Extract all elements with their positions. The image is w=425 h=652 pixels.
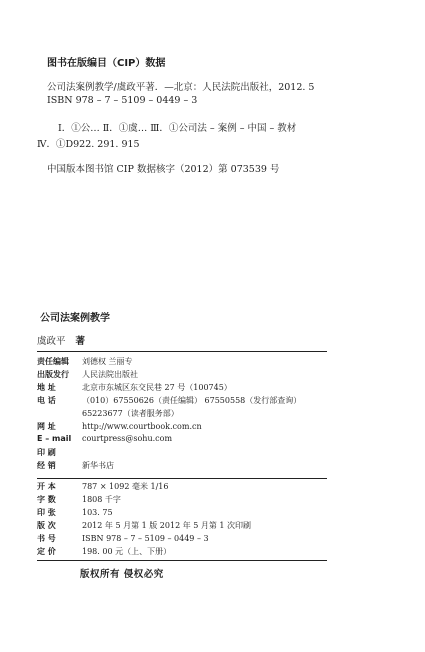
- cip-isbn: ISBN 978 – 7 – 5109 – 0449 – 3: [47, 95, 198, 106]
- cip-classification: Ⅳ．①D922. 291. 915: [37, 139, 140, 150]
- edition-row: [37, 481, 168, 492]
- row-value: courtpress@sohu.com: [82, 434, 173, 443]
- row-value: http://www.courtbook.com.cn: [82, 422, 202, 431]
- row-label: 出版发行: [37, 370, 69, 379]
- row-label: 印 刷: [37, 448, 56, 457]
- rule-top: [37, 351, 327, 352]
- row-label: 印 张: [37, 508, 56, 517]
- row-label: E – mail: [37, 434, 72, 443]
- publisher-row: [37, 382, 232, 393]
- row-label: 责任编辑: [37, 357, 69, 366]
- cip-citation: 公司法案例教学/虞政平著．—北京：人民法院出版社，2012. 5: [47, 82, 315, 93]
- edition-row: [37, 520, 251, 531]
- publisher-row: [37, 369, 138, 380]
- row-label: 开 本: [37, 482, 56, 491]
- row-label: 经 销: [37, 461, 56, 470]
- rule-bottom: [37, 560, 327, 561]
- copyright-notice: 版权所有 侵权必究: [80, 569, 164, 580]
- row-value: 787 × 1092 毫米 1/16: [82, 482, 169, 491]
- row-label: 字 数: [37, 495, 56, 504]
- row-value: 65223677（读者服务部）: [82, 409, 179, 418]
- row-label: 电 话: [37, 396, 56, 405]
- row-label: 版 次: [37, 521, 56, 530]
- publisher-row: [37, 421, 202, 432]
- edition-row: [37, 533, 209, 544]
- publisher-row: [37, 356, 133, 367]
- author-name: 虞政平: [37, 336, 66, 347]
- book-author: [37, 333, 85, 347]
- cip-title: 图书在版编目（CIP）数据: [47, 58, 166, 69]
- publisher-row: [37, 434, 172, 443]
- publisher-row: [37, 395, 301, 406]
- publisher-row: [37, 408, 179, 419]
- row-value: 刘德权 兰丽专: [82, 357, 133, 366]
- row-label: 定 价: [37, 547, 56, 556]
- row-value: 人民法院出版社: [82, 370, 138, 379]
- publisher-row: [37, 460, 114, 471]
- row-value: 2012 年 5 月第 1 版 2012 年 5 月第 1 次印刷: [82, 521, 252, 530]
- edition-row: [37, 546, 171, 557]
- edition-row: [37, 494, 121, 505]
- row-label: 书 号: [37, 534, 56, 543]
- row-value: （010）67550626（责任编辑） 67550558（发行部查询）: [82, 396, 302, 405]
- rule-middle: [37, 478, 327, 479]
- edition-row: [37, 507, 113, 518]
- row-value: 198. 00 元（上、下册）: [82, 547, 172, 556]
- row-value: ISBN 978 – 7 – 5109 – 0449 – 3: [82, 534, 209, 543]
- row-value: 1808 千字: [82, 495, 121, 504]
- book-title: 公司法案例教学: [40, 313, 110, 324]
- author-role: 著: [75, 336, 86, 347]
- row-value: 北京市东城区东交民巷 27 号（100745）: [82, 383, 232, 392]
- publisher-row: [37, 447, 82, 458]
- cip-subjects: Ⅰ．①公… Ⅱ．①虞… Ⅲ．①公司法 – 案例 – 中国 – 教材: [58, 123, 297, 134]
- cip-record-number: 中国版本图书馆 CIP 数据核字（2012）第 073539 号: [47, 164, 280, 175]
- row-label: 地 址: [37, 383, 56, 392]
- row-value: 新华书店: [82, 461, 114, 470]
- row-value: 103. 75: [82, 508, 113, 517]
- row-label: 网 址: [37, 422, 56, 431]
